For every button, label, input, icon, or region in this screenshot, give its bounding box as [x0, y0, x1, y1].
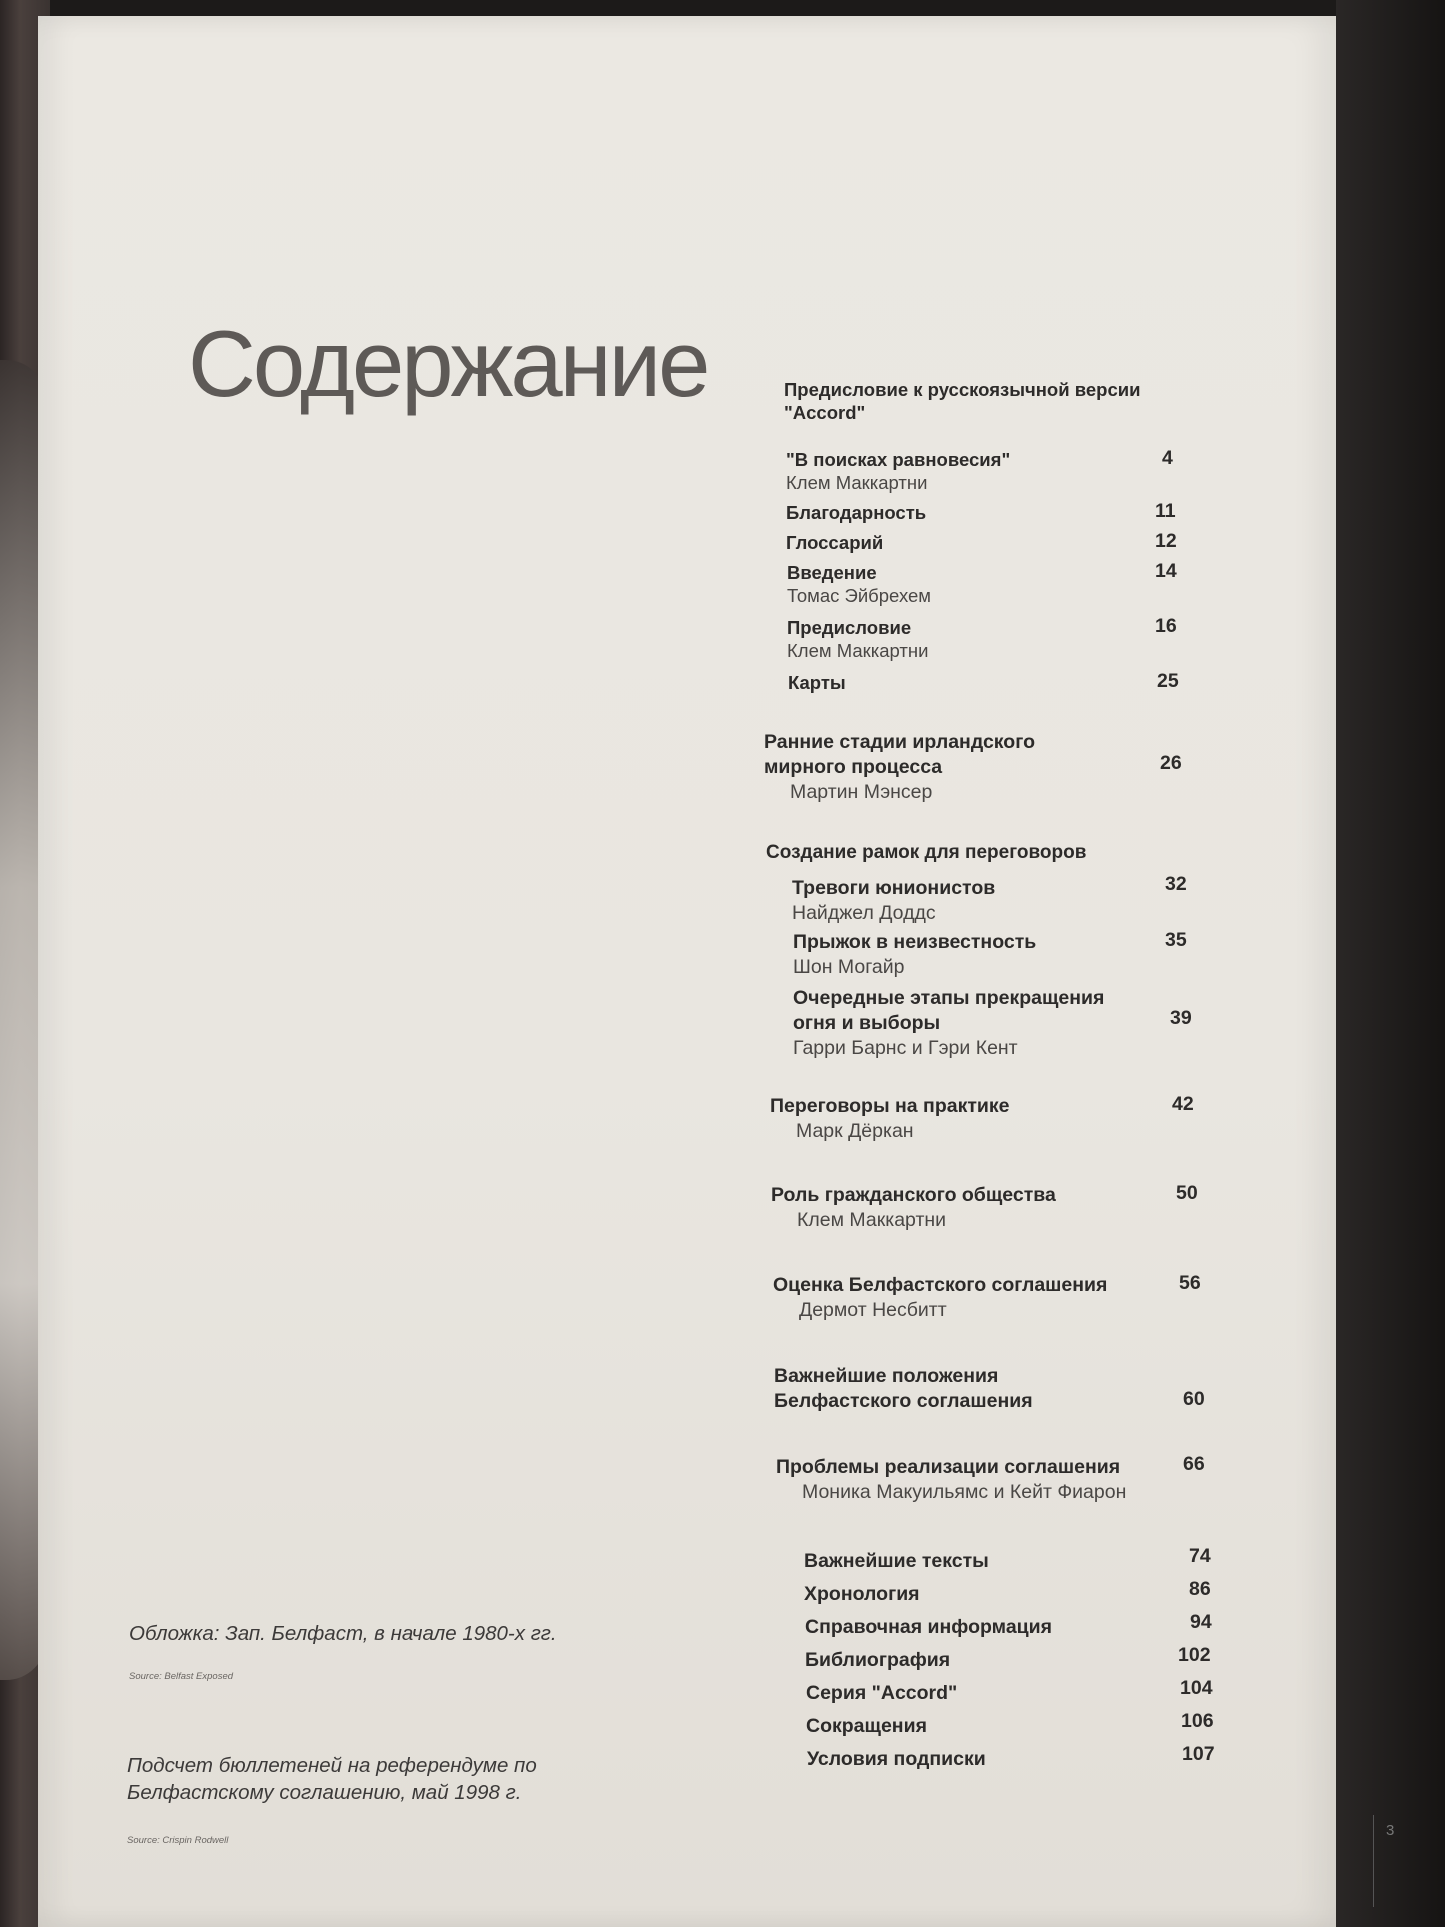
- toc-entry-title: Предисловие к русскоязычной версии "Accord": [784, 379, 1141, 423]
- toc-entry: [793, 986, 1133, 1061]
- toc-entry-title: Переговоры на практике: [770, 1095, 1010, 1117]
- toc-entry: [804, 1549, 989, 1574]
- toc-page-number: 39: [1170, 1007, 1192, 1029]
- toc-entry: [786, 530, 883, 555]
- toc-page-number: 12: [1155, 530, 1177, 552]
- toc-entry-title: Серия "Accord": [806, 1682, 958, 1704]
- toc-entry: [787, 615, 928, 662]
- toc-entry: [788, 670, 846, 695]
- toc-page-number: 4: [1162, 447, 1173, 469]
- toc-entry: [784, 378, 1144, 424]
- toc-entry-title: Очередные этапы прекращения огня и выборы: [793, 987, 1105, 1034]
- toc-entry-title: Создание рамок для переговоров: [766, 842, 1087, 863]
- toc-page-number: 26: [1160, 752, 1182, 774]
- toc-entry-title: Оценка Белфастского соглашения: [773, 1274, 1108, 1296]
- toc-entry: [807, 1747, 986, 1772]
- toc-page-number: 74: [1189, 1545, 1211, 1567]
- toc-entry: [792, 876, 995, 926]
- toc-entry: [773, 1273, 1107, 1323]
- toc-entry-title: Глоссарий: [786, 532, 884, 553]
- toc-entry-title: Проблемы реализации соглашения: [776, 1456, 1121, 1478]
- toc-entry-title: Важнейшие положения Белфастского соглашения: [774, 1365, 1033, 1412]
- toc-entry-title: Хронология: [804, 1583, 920, 1605]
- toc-entry: [786, 500, 926, 525]
- page-title: Содержание: [188, 311, 708, 416]
- toc-entry: [793, 930, 1036, 980]
- toc-entry-author: Моника Макуильямс и Кейт Фиарон: [802, 1481, 1127, 1503]
- toc-entry-author: Шон Могайр: [793, 956, 905, 978]
- toc-entry: [774, 1364, 1094, 1414]
- toc-page-number: 102: [1178, 1644, 1211, 1666]
- toc-entry: [764, 730, 1094, 805]
- toc-entry-author: Марк Дёркан: [796, 1120, 914, 1142]
- toc-page-number: 16: [1155, 615, 1177, 637]
- toc-section-heading: [766, 840, 1086, 865]
- toc-entry: [770, 1094, 1010, 1144]
- toc-entry: [804, 1582, 920, 1607]
- toc-entry-title: Введение: [787, 562, 877, 583]
- toc-entry-title: Справочная информация: [805, 1616, 1053, 1638]
- toc-page-number: 25: [1157, 670, 1179, 692]
- toc-entry: [787, 560, 931, 607]
- toc-page-number: 56: [1179, 1272, 1201, 1294]
- toc-page-number: 32: [1165, 873, 1187, 895]
- toc-page-number: 11: [1155, 500, 1176, 522]
- toc-page-number: 50: [1176, 1182, 1198, 1204]
- toc-entry: [805, 1648, 950, 1673]
- toc-entry-author: Клем Маккартни: [797, 1209, 947, 1231]
- toc-entry-title: Библиография: [805, 1649, 951, 1671]
- toc-entry-title: Прыжок в неизвестность: [793, 931, 1037, 953]
- toc-page-number: 42: [1172, 1093, 1194, 1115]
- toc-entry: [776, 1455, 1126, 1505]
- toc-entry-author: Дермот Несбитт: [799, 1299, 947, 1321]
- toc-page-number: 104: [1180, 1677, 1213, 1699]
- toc-page-number: 66: [1183, 1453, 1205, 1475]
- toc-entry-title: Ранние стадии ирландского мирного процесса: [764, 731, 1035, 778]
- toc-page-number: 86: [1189, 1578, 1211, 1600]
- photo-source: Source: Belfast Exposed: [129, 1671, 234, 1682]
- toc-entry: [806, 1681, 957, 1706]
- toc-entry-title: Тревоги юнионистов: [792, 877, 996, 899]
- toc-entry-title: Благодарность: [786, 502, 927, 523]
- toc-entry: [806, 1714, 927, 1739]
- toc-entry-author: Томас Эйбрехем: [787, 585, 931, 606]
- toc-entry-author: Клем Маккартни: [786, 472, 928, 493]
- toc-entry-title: Условия подписки: [807, 1748, 986, 1770]
- toc-page-number: 107: [1182, 1743, 1215, 1765]
- toc-entry-title: Карты: [788, 672, 846, 693]
- toc-entry-title: Роль гражданского общества: [771, 1184, 1056, 1206]
- photo-source: Source: Crispin Rodwell: [127, 1835, 229, 1846]
- toc-entry: [771, 1183, 1056, 1233]
- toc-entry-title: Важнейшие тексты: [804, 1550, 989, 1572]
- page-margin-line: [1373, 1815, 1374, 1907]
- toc-entry-title: Предисловие: [787, 617, 912, 638]
- toc-page-number: 94: [1190, 1611, 1212, 1633]
- toc-page-number: 14: [1155, 560, 1177, 582]
- toc-page-number: 35: [1165, 929, 1187, 951]
- toc-entry-author: Клем Маккартни: [787, 640, 929, 661]
- page-number: 3: [1386, 1822, 1395, 1839]
- toc-entry-title: "В поисках равновесия": [786, 449, 1011, 470]
- toc-entry-title: Сокращения: [806, 1715, 927, 1737]
- toc-entry-author: Найджел Доддс: [792, 902, 936, 924]
- toc-page-number: 106: [1181, 1710, 1214, 1732]
- toc-page-number: 60: [1183, 1388, 1205, 1410]
- toc-entry: [786, 447, 1010, 494]
- toc-entry-author: Гарри Барнс и Гэри Кент: [793, 1037, 1018, 1059]
- toc-entry-author: Мартин Мэнсер: [790, 781, 933, 803]
- photo-caption: Подсчет бюллетеней на референдуме по Белфастскому соглашению, май 1998 г.: [127, 1754, 537, 1804]
- toc-entry: [805, 1615, 1052, 1640]
- photo-caption: Обложка: Зап. Белфаст, в начале 1980-х гг.: [129, 1622, 557, 1645]
